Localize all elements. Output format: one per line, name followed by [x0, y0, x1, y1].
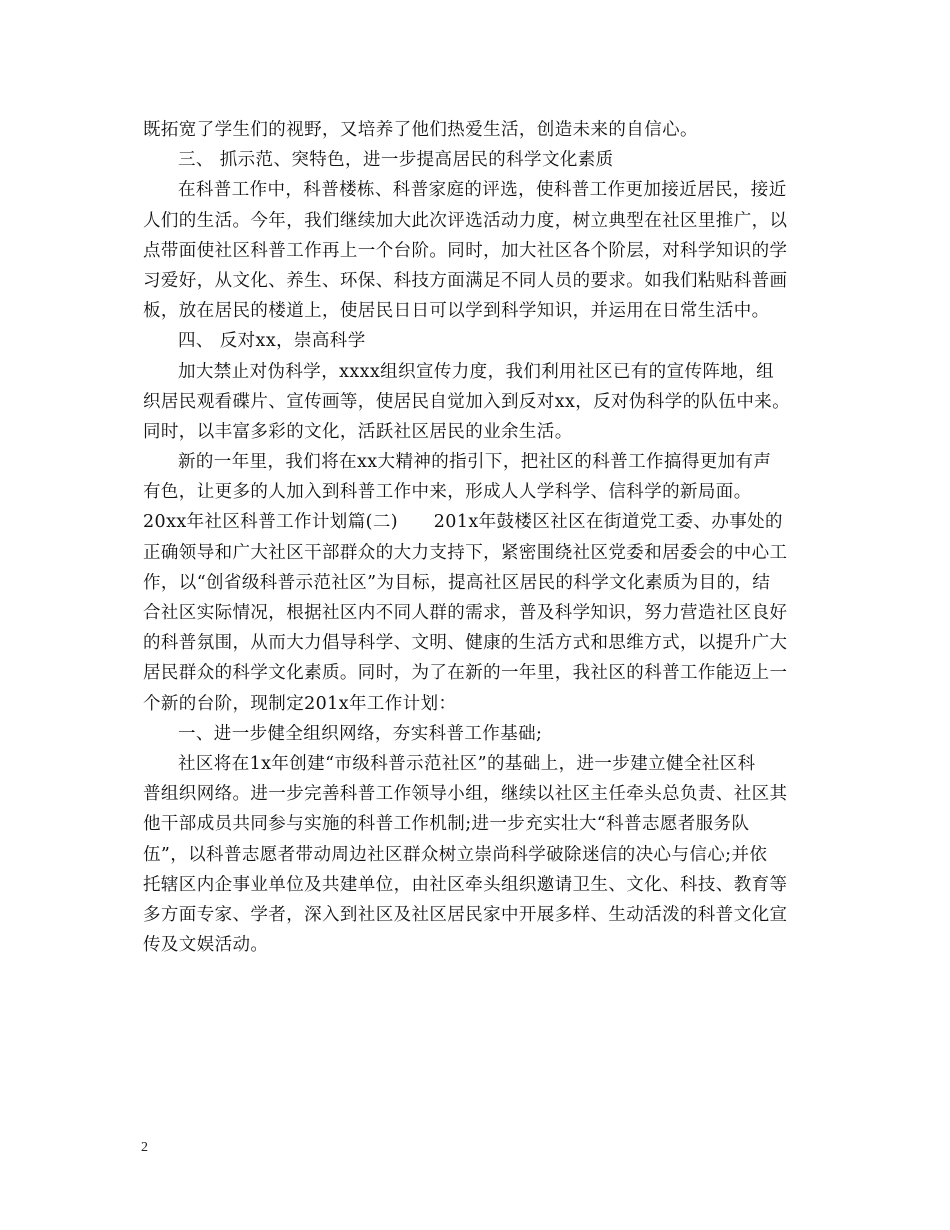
- text-line: 同时，以丰富多彩的文化，活跃社区居民的业余生活。: [143, 421, 573, 442]
- document-body: [143, 115, 823, 960]
- text-line: 织居民观看碟片、宣传画等，使居民自觉加入到反对xx，反对伪科学的队伍中来。: [143, 391, 791, 412]
- text-line: 传及文娱活动。: [143, 935, 269, 956]
- text-line: 既拓宽了学生们的视野，又培养了他们热爱生活，创造未来的自信心。: [143, 120, 698, 140]
- text-line: 作，以“创省级科普示范社区”为目标，提高社区居民的科学文化素质为目的，结: [143, 572, 771, 593]
- text-line: 习爱好，从文化、养生、环保、科技方面满足不同人员的要求。如我们粘贴科普画: [143, 270, 788, 291]
- text-line: 居民群众的科学文化素质。同时，为了在新的一年里，我社区的科普工作能迈上一: [143, 663, 788, 684]
- text-line: 社区将在1x年创建“市级科普示范社区”的基础上，进一步建立健全社区科: [178, 753, 756, 774]
- text-line: 他干部成员共同参与实施的科普工作机制;进一步充实壮大“科普志愿者服务队: [143, 814, 750, 835]
- text-line: 在科普工作中，科普楼栋、科普家庭的评选，使科普工作更加接近居民，接近: [178, 180, 787, 201]
- text-line: 多方面专家、学者，深入到社区及社区居民家中开展多样、生动活泼的科普文化宣: [143, 904, 788, 925]
- page-number: 2: [141, 1140, 148, 1155]
- text-line: 个新的台阶，现制定201x年工作计划：: [143, 693, 457, 714]
- text-line: 点带面使社区科普工作再上一个台阶。同时，加大社区各个阶层，对科学知识的学: [143, 240, 788, 261]
- text-line: 伍”，以科普志愿者带动周边社区群众树立崇尚科学破除迷信的决心与信心;并依: [143, 844, 768, 865]
- text-line: 20xx年社区科普工作计划篇(二) 201x年鼓楼区社区在街道党工委、办事处的: [143, 512, 783, 533]
- text-line: 新的一年里，我们将在xx大精神的指引下，把社区的科普工作搞得更加有声: [178, 452, 772, 473]
- text-line: 四、 反对xx，崇高科学: [178, 331, 366, 352]
- text-line: 人们的生活。今年，我们继续加大此次评选活动力度，树立典型在社区里推广，以: [143, 210, 788, 231]
- text-line: 的科普氛围，从而大力倡导科学、文明、健康的生活方式和思维方式，以提升广大: [143, 633, 788, 654]
- text-line: 三、 抓示范、突特色，进一步提高居民的科学文化素质: [178, 150, 614, 171]
- text-line: 普组织网络。进一步完善科普工作领导小组，继续以社区主任牵头总负责、社区其: [143, 784, 788, 805]
- text-line: 板，放在居民的楼道上，使居民日日可以学到科学知识，并运用在日常生活中。: [143, 301, 770, 322]
- text-line: 合社区实际情况，根据社区内不同人群的需求，普及科学知识，努力营造社区良好: [143, 603, 788, 623]
- text-line: 正确领导和广大社区干部群众的大力支持下，紧密围绕社区党委和居委会的中心工: [143, 542, 788, 563]
- text-line: 有色，让更多的人加入到科普工作中来，形成人人学科学、信科学的新局面。: [143, 482, 752, 503]
- text-line: 加大禁止对伪科学，xxxx组织宣传力度，我们利用社区已有的宣传阵地，组: [178, 361, 774, 382]
- text-line: 托辖区内企事业单位及共建单位，由社区牵头组织邀请卫生、文化、科技、教育等: [143, 874, 788, 895]
- text-line: 一、进一步健全组织网络，夯实科普工作基础;: [178, 723, 543, 744]
